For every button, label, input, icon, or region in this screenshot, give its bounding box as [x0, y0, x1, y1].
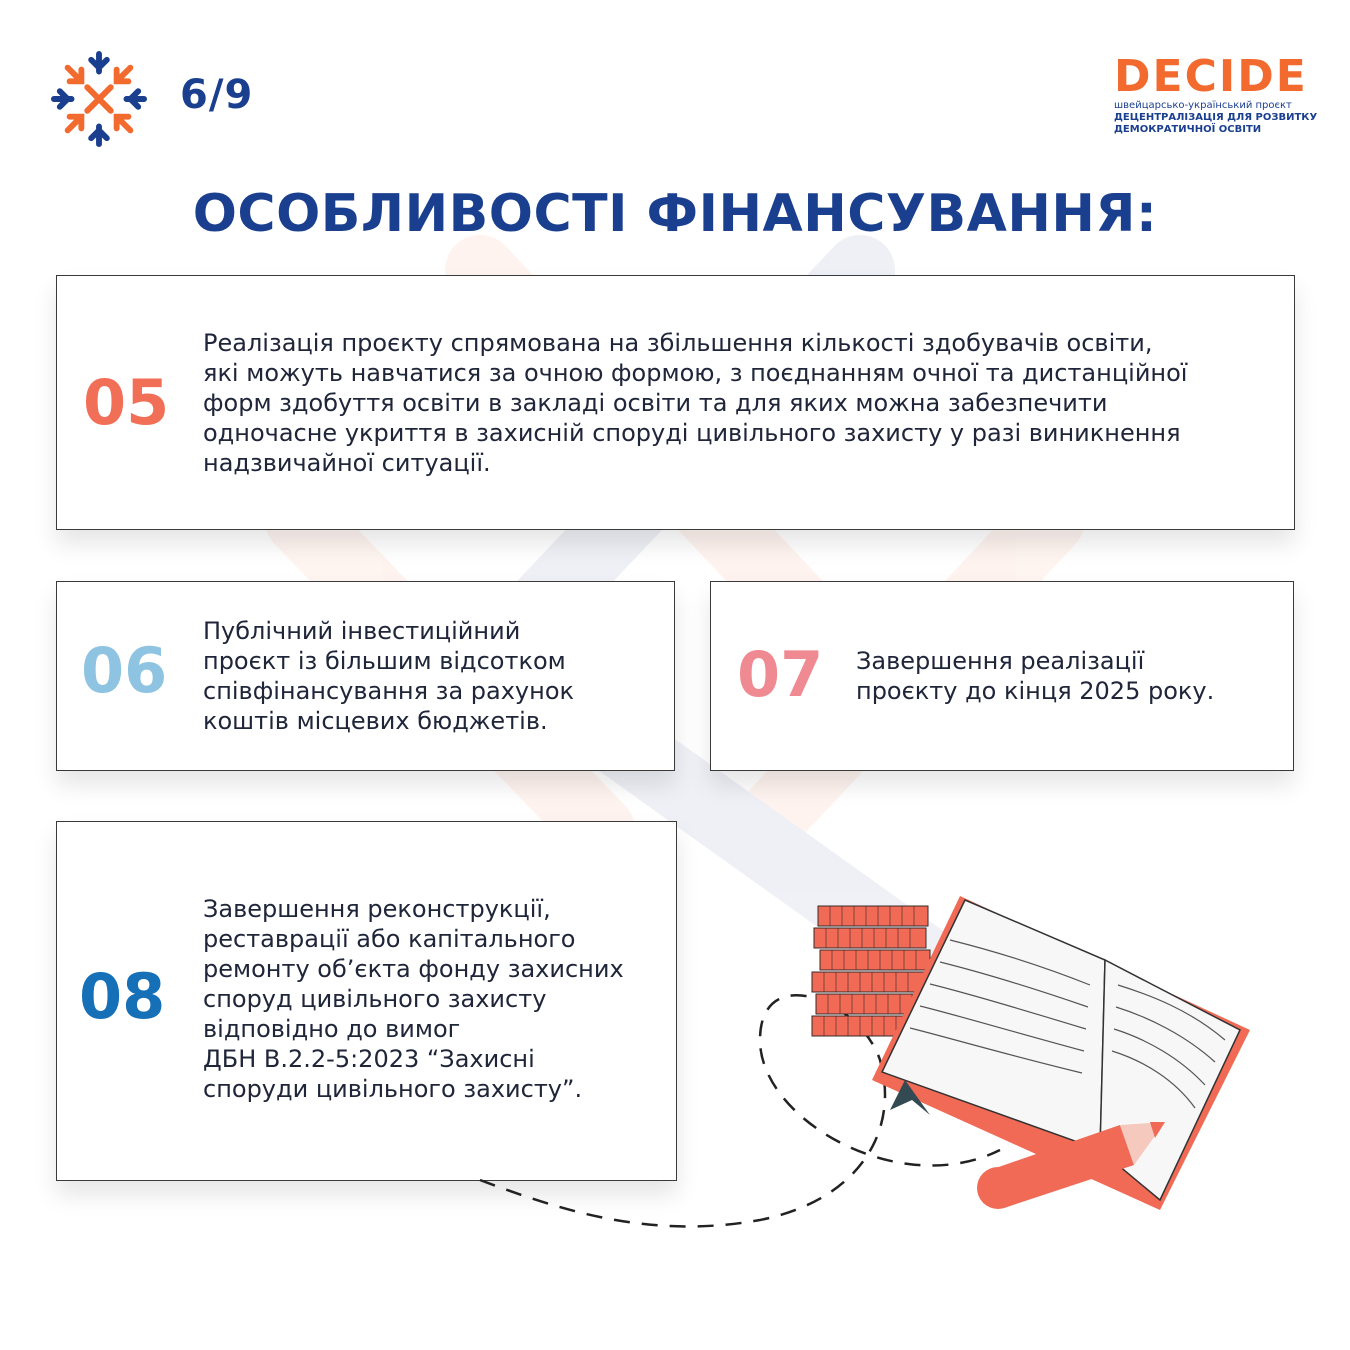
- card-text-line: співфінансування за рахунок: [203, 677, 574, 705]
- card-text-line: які можуть навчатися за очною формою, з поєднанням очної та дистанційної: [203, 359, 1188, 387]
- card-text-line: Реалізація проєкту спрямована на збільшення кількості здобувачів освіти,: [203, 329, 1153, 357]
- card-text-line: ДБН В.2.2-5:2023 “Захисні: [203, 1045, 535, 1073]
- page-title: ОСОБЛИВОСТІ ФІНАНСУВАННЯ:: [192, 184, 1158, 244]
- card-text-line: споруд цивільного захисту: [203, 985, 547, 1013]
- card-text-line: Публічний інвестиційний: [203, 617, 521, 645]
- card-text-line: споруди цивільного захисту”.: [203, 1075, 583, 1103]
- card-05: [56, 275, 1295, 530]
- card-text-line: коштів місцевих бюджетів.: [203, 707, 548, 735]
- brand-name: DECIDE: [1114, 51, 1308, 102]
- card-number: 05: [83, 366, 170, 439]
- finance-illustration: [460, 880, 1280, 1240]
- card-number: 08: [79, 960, 166, 1033]
- card-text: [856, 646, 1276, 706]
- brand-subtitle-3: ДЕМОКРАТИЧНОЇ ОСВІТИ: [1114, 124, 1262, 135]
- brand-subtitle-1: швейцарсько-український проєкт: [1114, 100, 1292, 111]
- card-text-line: форм здобуття освіти в закладі освіти та для яких можна забезпечити: [203, 389, 1108, 417]
- card-text-line: реставрації або капітального: [203, 925, 576, 953]
- card-text-line: проєкту до кінця 2025 року.: [856, 677, 1215, 705]
- card-text-line: проєкт із більшим відсотком: [203, 647, 566, 675]
- card-text-line: відповідно до вимог: [203, 1015, 461, 1043]
- card-text-line: ремонту об’єкта фонду захисних: [203, 955, 624, 983]
- card-text: [203, 616, 653, 736]
- snowflake-logo-icon: [50, 50, 148, 148]
- card-text: [203, 328, 1263, 478]
- page-counter: 6/9: [180, 72, 254, 118]
- brand-subtitle-2: ДЕЦЕНТРАЛІЗАЦІЯ ДЛЯ РОЗВИТКУ: [1114, 112, 1318, 123]
- card-number: 06: [81, 634, 168, 707]
- card-text-line: Завершення реконструкції,: [203, 895, 551, 923]
- card-text-line: надзвичайної ситуації.: [203, 449, 491, 477]
- card-06: [56, 581, 675, 771]
- card-text-line: одночасне укриття в захисній споруді цивільного захисту у разі виникнення: [203, 419, 1181, 447]
- card-text-line: Завершення реалізації: [856, 647, 1145, 675]
- card-07: [710, 581, 1294, 771]
- card-number: 07: [737, 638, 824, 711]
- brand-logo: [1114, 51, 1318, 136]
